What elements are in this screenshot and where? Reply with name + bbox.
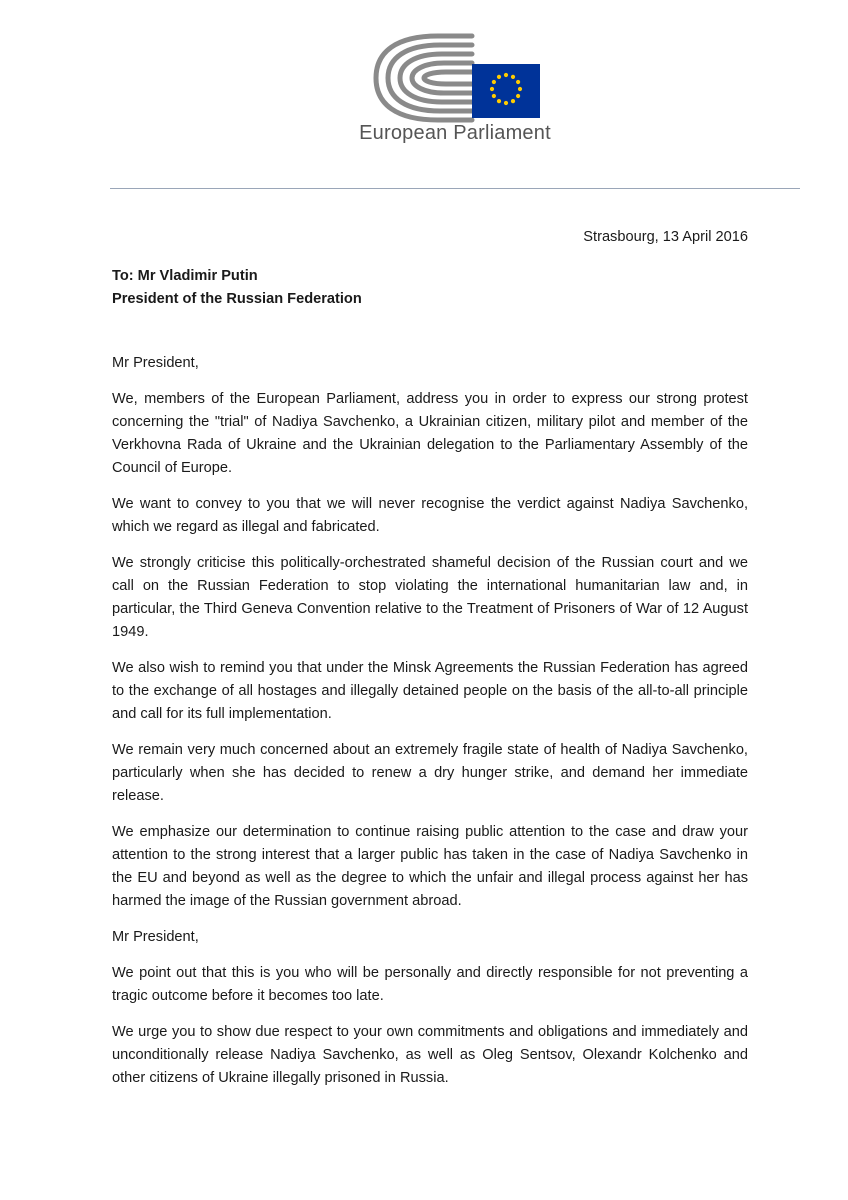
hemicycle-flag-emblem	[368, 28, 548, 128]
recipient-block	[112, 265, 748, 311]
paragraph-verdict: We want to convey to you that we will never recognise the verdict against Nadiya Savchenko, which we regard as illegal and fabricated.	[112, 496, 748, 535]
european-parliament-logo	[368, 28, 548, 128]
recipient-title: President of the Russian Federation	[112, 291, 362, 307]
recipient-name: To: Mr Vladimir Putin	[112, 268, 258, 284]
letter-body	[112, 226, 748, 1103]
salutation: Mr President,	[112, 355, 199, 371]
salutation-second: Mr President,	[112, 929, 199, 945]
paragraph-attention: We emphasize our determination to continue raising public attention to the case and draw your attention to the strong interest that a larger public has taken in the case of Nadiya Savchenko in the EU and beyond as well as the degree to which the unfair and illegal process against her has harmed the image of the Russian government abroad.	[112, 824, 748, 909]
header-divider	[110, 188, 800, 189]
organization-name: European Parliament	[359, 122, 551, 144]
paragraph-criticism: We strongly criticise this politically-orchestrated shameful decision of the Russian court and we call on the Russian Federation to stop violating the international humanitarian law and, in particular, the Third Geneva Convention relative to the Treatment of Prisoners of War of 12 August 1949.	[112, 555, 748, 640]
letterhead	[0, 0, 848, 190]
paragraph-responsibility: We point out that this is you who will be personally and directly responsible for not preventing a tragic outcome before it becomes too late.	[112, 965, 748, 1004]
paragraph-release: We urge you to show due respect to your own commitments and obligations and immediately and unconditionally release Nadiya Savchenko, as well as Oleg Sentsov, Olexandr Kolchenko and other citizens of Ukraine illegally prisoned in Russia.	[112, 1024, 748, 1086]
paragraph-health: We remain very much concerned about an extremely fragile state of health of Nadiya Savchenko, particularly when she has decided to renew a dry hunger strike, and demand her immediate release.	[112, 742, 748, 804]
paragraph-protest: We, members of the European Parliament, address you in order to express our strong protest concerning the "trial" of Nadiya Savchenko, a Ukrainian citizen, military pilot and member of the Verkhovna Rada of Ukraine and the Ukrainian delegation to the Parliamentary Assembly of the Council of Europe.	[112, 391, 748, 476]
paragraph-minsk: We also wish to remind you that under the Minsk Agreements the Russian Federation has agreed to the exchange of all hostages and illegally detained people on the basis of the all-to-all principle and call for its full implementation.	[112, 660, 748, 722]
letter-date: Strasbourg, 13 April 2016	[583, 229, 748, 245]
